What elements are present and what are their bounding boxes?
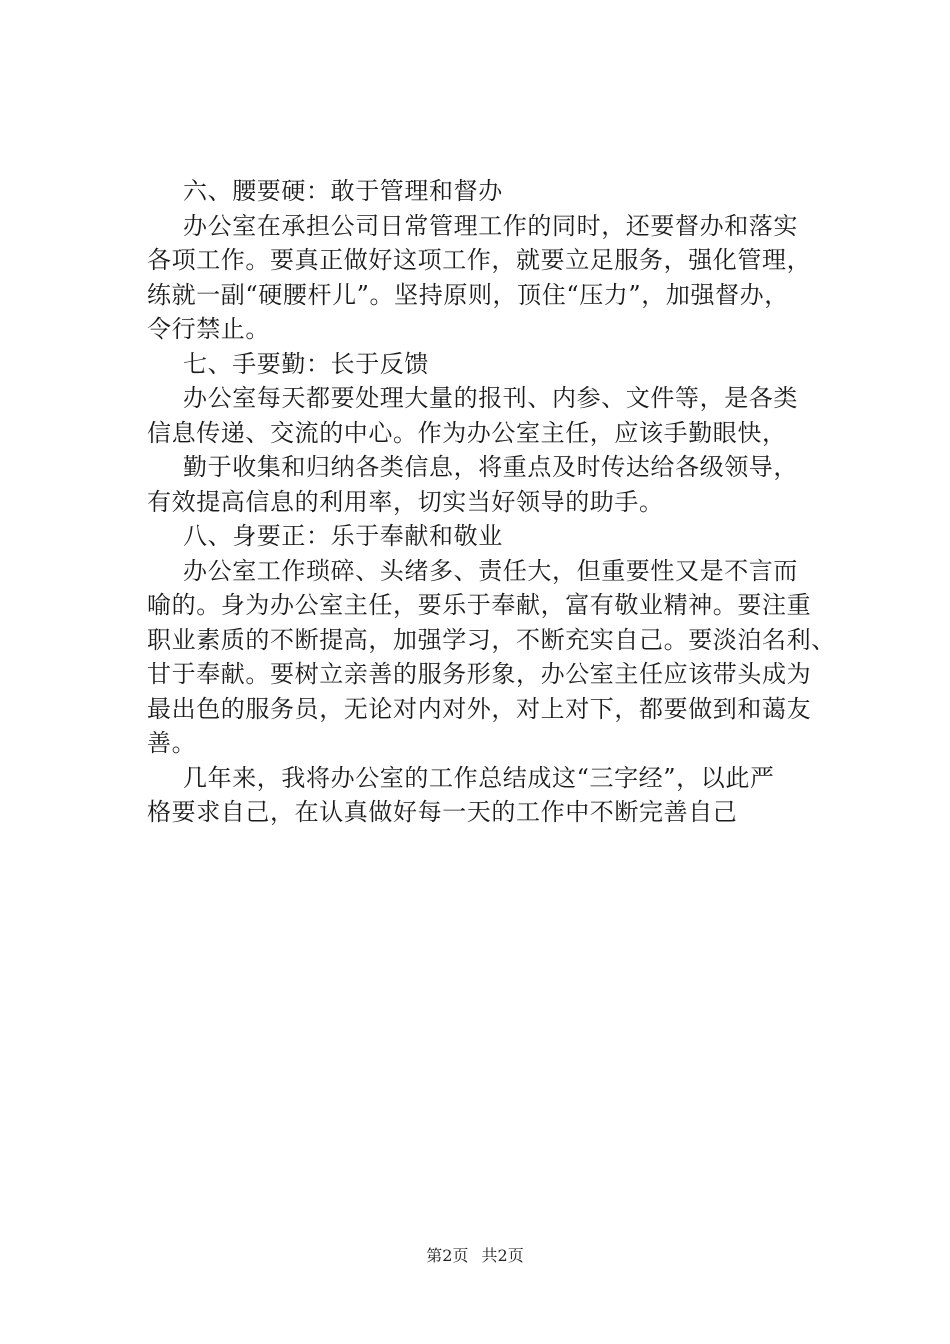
text-line: 甘于奉献。要树立亲善的服务形象，办公室主任应该带头成为 bbox=[147, 660, 812, 688]
text-line: 办公室工作琐碎、头绪多、责任大，但重要性又是不言而 bbox=[183, 556, 798, 585]
text-line: 各项工作。要真正做好这项工作，就要立足服务，强化管理， bbox=[147, 246, 812, 274]
page-number: 第2页 bbox=[426, 1246, 469, 1265]
document-body bbox=[147, 174, 847, 830]
text-line: 七、手要勤：长于反馈 bbox=[183, 349, 429, 378]
page-total: 共2页 bbox=[481, 1246, 524, 1265]
text-line: 几年来，我将办公室的工作总结成这“三字经”，以此严 bbox=[183, 763, 775, 792]
text-line: 办公室每天都要处理大量的报刊、内参、文件等，是各类 bbox=[183, 384, 798, 412]
text-line: 职业素质的不断提高，加强学习，不断充实自己。要淡泊名利、 bbox=[147, 625, 836, 654]
text-line: 八、身要正：乐于奉献和敬业 bbox=[183, 522, 503, 550]
text-line: 信息传递、交流的中心。作为办公室主任，应该手勤眼快， bbox=[147, 418, 787, 447]
text-line: 最出色的服务员，无论对内对外，对上对下，都要做到和蔼友 bbox=[147, 694, 812, 723]
text-line: 办公室在承担公司日常管理工作的同时，还要督办和落实 bbox=[183, 211, 798, 240]
text-line: 善。 bbox=[147, 729, 197, 757]
page-footer bbox=[0, 1243, 950, 1266]
text-line: 六、腰要硬：敢于管理和督办 bbox=[183, 177, 503, 205]
text-line: 有效提高信息的利用率，切实当好领导的助手。 bbox=[147, 487, 664, 516]
text-line: 喻的。身为办公室主任，要乐于奉献，富有敬业精神。要注重 bbox=[147, 591, 812, 619]
text-line: 格要求自己，在认真做好每一天的工作中不断完善自己 bbox=[147, 798, 738, 826]
text-line: 令行禁止。 bbox=[147, 315, 270, 343]
text-line: 练就一副“硬腰杆儿”。坚持原则，顶住“压力”，加强督办， bbox=[147, 280, 789, 309]
text-line: 勤于收集和归纳各类信息，将重点及时传达给各级领导， bbox=[183, 453, 798, 481]
